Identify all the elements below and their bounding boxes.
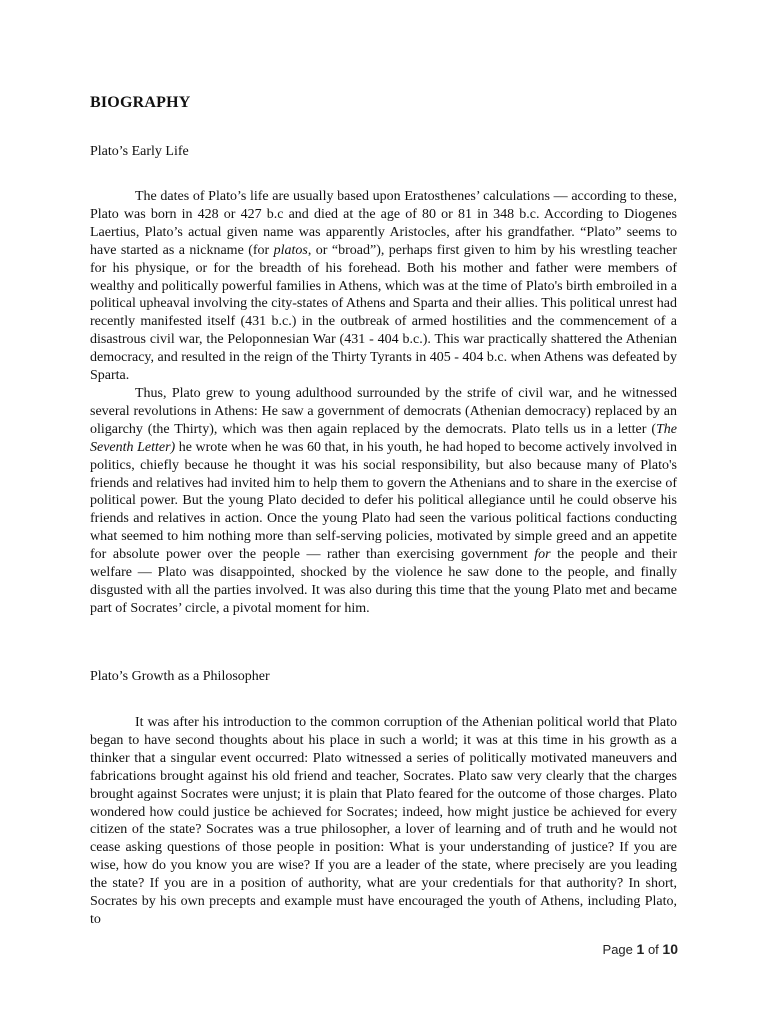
paragraph: The dates of Plato’s life are usually based upon Eratosthenes’ calculations — according to these, Plato was born in 428 or 427 b.c and died at the age of 80 or 81 in 348 b.c. According to Diogenes Laertius, Plato’s actual given name was apparently Aristocles, after his grandfather. “Plato” seems to have started as a nickname (for platos, or “broad”), perhaps first given to him by his wrestling teacher for his physique, or for the breadth of his forehead. Both his mother and father were members of wealthy and politically powerful families in Athens, which was at the time of Plato's birth embroiled in a political upheaval involving the city-states of Athens and Sparta and their allies. This political unrest had recently manifested itself (431 b.c.) in the outbreak of armed hostilities and the commencement of a disastrous civil war, the Peloponnesian War (431 - 404 b.c.). This war practically shattered the Athenian democracy, and resulted in the reign of the Thirty Tyrants in 405 - 404 b.c. when Athens was defeated by Sparta. xyxy=(90,189,677,384)
page-number-footer xyxy=(603,941,678,957)
current-page-number: 1 xyxy=(636,941,645,957)
total-pages-number: 10 xyxy=(662,941,678,957)
paragraph: It was after his introduction to the common corruption of the Athenian political world that Plato began to have second thoughts about his place in such a world; it was at this time in his growth as a thinker that a singular event occurred: Plato witnessed a series of politically motivated maneuvers and fabrications brought against his old friend and teacher, Socrates. Plato saw very clearly that the charges brought against Socrates were unjust; it is plain that Plato feared for the outcome of those charges. Plato wondered how could justice be achieved for Socrates; indeed, how might justice be achieved for every citizen of the state? Socrates was a true philosopher, a lover of learning and of truth and he would not cease asking questions of those people in position: What is your understanding of justice? If you are wise, how do you know you are wise? If you are a leader of the state, where precisely are you leading the state? If you are in a position of authority, what are your credentials for that authority? In short, Socrates by his own precepts and example must have encouraged the youth of Athens, including Plato, to xyxy=(90,715,677,927)
section-growth-body xyxy=(90,714,677,929)
section-early-life-body xyxy=(90,188,677,618)
page-label: Page xyxy=(602,942,633,957)
paragraph: Thus, Plato grew to young adulthood surrounded by the strife of civil war, and he witnessed several revolutions in Athens: He saw a government of democrats (Athenian democracy) replaced by an oligarchy (the Thirty), which was then again replaced by the democrats. Plato tells us in a letter (The Seventh Letter) he wrote when he was 60 that, in his youth, he had hoped to become actively involved in politics, chiefly because he thought it was his social responsibility, but also because many of Plato's friends and relatives had invited him to help them to govern the Athenians and to share in the exercise of political power. But the young Plato decided to defer his political allegiance until he could observe his friends and relatives in action. Once the young Plato had seen the various political factions conducting what seemed to him nothing more than self-serving policies, motivated by simple greed and an appetite for absolute power over the people — rather than exercising government for the people and their welfare — Plato was disappointed, shocked by the violence he saw done to the people, and finally disgusted with all the parties involved. It was also during this time that the young Plato met and became part of Socrates’ circle, a pivotal moment for him. xyxy=(90,385,677,616)
section-heading-early-life: Plato’s Early Life xyxy=(90,144,189,159)
of-label: of xyxy=(647,942,659,957)
document-title: BIOGRAPHY xyxy=(90,94,191,111)
section-heading-growth: Plato’s Growth as a Philosopher xyxy=(90,669,270,684)
